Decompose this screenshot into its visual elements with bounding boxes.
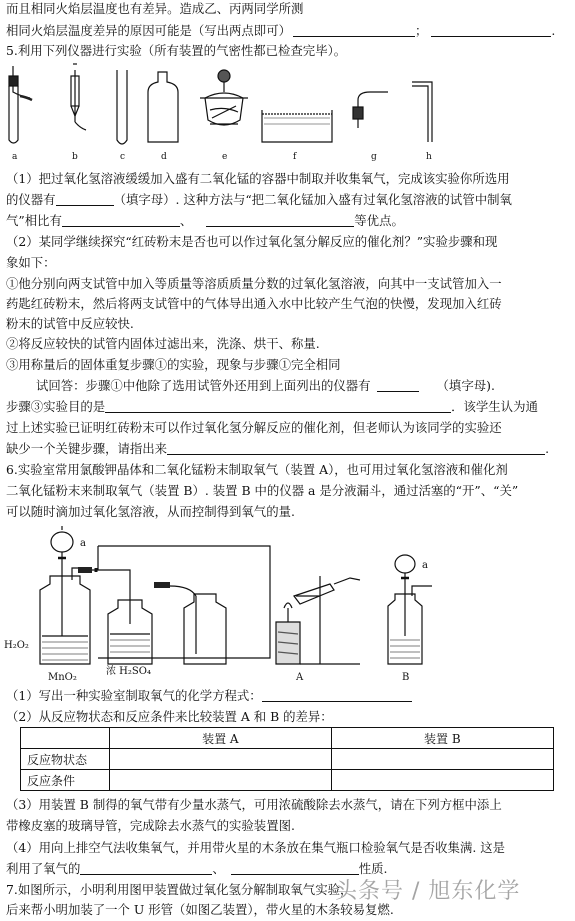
text-line: 象如下： — [6, 255, 56, 270]
svg-text:c: c — [120, 152, 126, 162]
apparatus-figure — [0, 62, 460, 162]
svg-text:A: A — [296, 672, 304, 683]
text-line: 二氧化锰粉末来制取氧气（装置 B）. 装置 B 中的仪器 a 是分液漏斗，通过活塞的“开”、“关” — [6, 483, 519, 498]
table-header: 装置 A — [110, 728, 332, 749]
svg-text:h: h — [426, 152, 432, 162]
svg-text:B: B — [402, 672, 410, 683]
text-line: （4）用向上排空气法收集氧气，并用带火星的木条放在集气瓶口检验氧气是否收集满. 这是 — [6, 840, 505, 855]
watermark: 头条号 / 旭东化学 — [335, 879, 521, 904]
text-line: 带橡皮塞的玻璃导管，完成除去水蒸气的实验装置图. — [6, 818, 295, 833]
table-row — [21, 749, 554, 770]
text-line: 利用了氧气的 、 性质. — [6, 861, 388, 876]
comparison-table — [20, 727, 554, 791]
question-7-title: 7.如图所示，小明利用图甲装置做过氧化氢分解制取氧气实验， — [6, 882, 353, 897]
text-line: 试回答：步骤①中他除了选用试管外还用到上面列出的仪器有 （填字母). — [36, 378, 495, 393]
svg-text:f: f — [293, 152, 297, 162]
question-5-title: 5.利用下列仪器进行实验（所有装置的气密性都已检查完毕）。 — [6, 43, 347, 58]
table-cell — [331, 770, 553, 791]
text-line: 而且相同火焰层温度也有差异。造成乙、丙两同学所测 — [6, 1, 304, 16]
text-line: ③用称量后的固体重复步骤①的实验，现象与步骤①完全相同 — [6, 357, 341, 372]
text-line: （2）某同学继续探究“红砖粉末是否也可以作过氧化氢分解反应的催化剂？”实验步骤和现 — [6, 234, 498, 249]
text-line: 后来帮小明加装了一个 U 形管（如图乙装置），带火星的木条较易复燃. — [6, 902, 394, 917]
table-cell — [21, 728, 110, 749]
svg-text:浓 H₂SO₄: 浓 H₂SO₄ — [106, 666, 151, 677]
table-cell: 反应条件 — [21, 770, 110, 791]
svg-text:a: a — [422, 560, 428, 571]
svg-text:e: e — [222, 152, 228, 162]
text-line: （1）写出一种实验室制取氧气的化学方程式： — [6, 688, 412, 704]
question-6-title: 6.实验室常用氯酸钾晶体和二氧化锰粉末制取氧气（装置 A），也可用过氧化氢溶液和催化剂 — [6, 462, 508, 477]
svg-text:g: g — [371, 152, 377, 162]
svg-text:a: a — [80, 538, 86, 549]
svg-text:b: b — [72, 152, 78, 162]
svg-text:H₂O₂: H₂O₂ — [4, 640, 29, 651]
text-line: ①他分别向两支试管中加入等质量等溶质质量分数的过氧化氢溶液，向其中一支试管加入一 — [6, 276, 502, 291]
table-cell — [110, 770, 332, 791]
svg-text:d: d — [161, 152, 167, 162]
text-line: 药匙红砖粉末，然后将两支试管中的气体导出通入水中比较产生气泡的快慢，发现加入红砖 — [6, 296, 502, 311]
table-header: 装置 B — [331, 728, 553, 749]
gas-apparatus-figure — [0, 524, 575, 686]
text-line: 粉末的试管中反应较快. — [6, 316, 134, 331]
text-line: （2）从反应物状态和反应条件来比较装置 A 和 B 的差异： — [6, 709, 333, 724]
text-line: （3）用装置 B 制得的氧气带有少量水蒸气，可用浓硫酸除去水蒸气，请在下列方框中添上 — [6, 797, 502, 812]
text-line: 可以随时滴加过氧化氢溶液，从而控制得到氧气的量. — [6, 504, 295, 519]
text-line: 缺少一个关键步骤，请指出来 . — [6, 441, 550, 456]
text-line: ②将反应较快的试管内固体过滤出来，洗涤、烘干、称量. — [6, 336, 320, 351]
text-line: （1）把过氧化氢溶液缓缓加入盛有二氧化锰的容器中制取并收集氧气，完成该实验你所选用 — [6, 171, 510, 186]
table-cell — [110, 749, 332, 770]
svg-text:a: a — [12, 152, 18, 162]
svg-text:MnO₂: MnO₂ — [48, 672, 77, 683]
table-row — [21, 728, 554, 749]
text-line: 过上述实验已证明红砖粉末可以作过氧化氢分解反应的催化剂，但老师认为该同学的实验还 — [6, 420, 502, 435]
text-line: 相同火焰层温度差异的原因可能是（写出两点即可） ； . — [6, 23, 556, 38]
table-cell: 反应物状态 — [21, 749, 110, 770]
text-line: 气”相比有 、 等优点。 — [6, 213, 404, 228]
table-cell — [331, 749, 553, 770]
text-line: 步骤③实验目的是 ．该学生认为通 — [6, 399, 538, 414]
table-row — [21, 770, 554, 791]
text-line: 的仪器有 （填字母）. 这种方法与“把二氧化锰加入盛有过氧化氢溶液的试管中制氧 — [6, 192, 512, 207]
